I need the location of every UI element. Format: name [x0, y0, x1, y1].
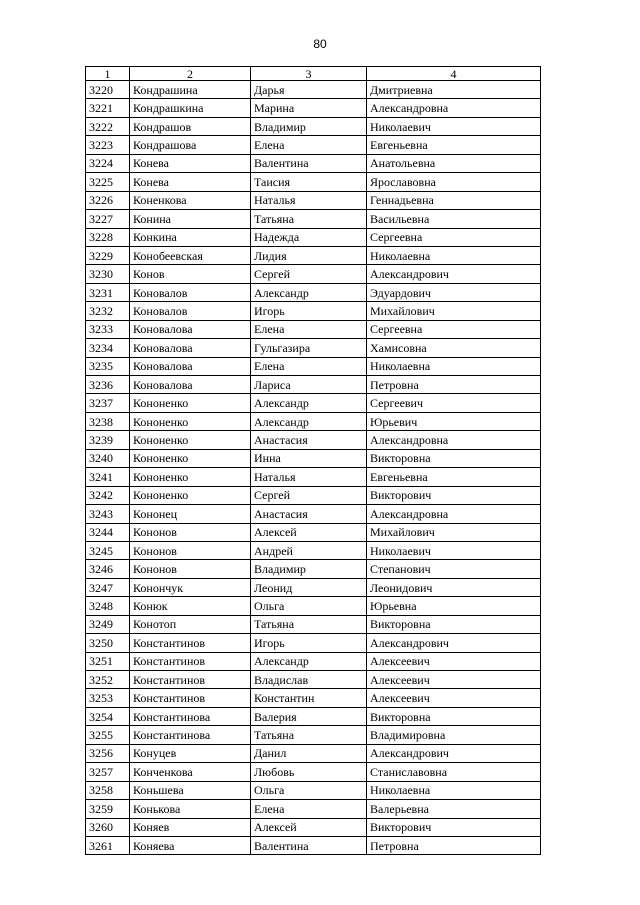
patronymic-cell: Юрьевна: [367, 597, 541, 615]
column-header-3: 3: [251, 67, 367, 81]
row-number-cell: 3253: [86, 689, 130, 707]
first-name-cell: Алексей: [251, 523, 367, 541]
first-name-cell: Марина: [251, 99, 367, 117]
table-row: [86, 671, 541, 689]
table-row: [86, 173, 541, 191]
patronymic-cell: Сергеевна: [367, 228, 541, 246]
last-name-cell: Конюк: [130, 597, 251, 615]
table-row: [86, 726, 541, 744]
last-name-cell: Коновалов: [130, 302, 251, 320]
table-row: [86, 394, 541, 412]
table-row: [86, 210, 541, 228]
last-name-cell: Конкина: [130, 228, 251, 246]
table-row: [86, 689, 541, 707]
table-row: [86, 800, 541, 818]
last-name-cell: Коновалова: [130, 376, 251, 394]
table-row: [86, 283, 541, 301]
patronymic-cell: Геннадьевна: [367, 191, 541, 209]
row-number-cell: 3239: [86, 431, 130, 449]
first-name-cell: Валентина: [251, 836, 367, 854]
table-row: [86, 136, 541, 154]
patronymic-cell: Петровна: [367, 836, 541, 854]
last-name-cell: Кононенко: [130, 449, 251, 467]
first-name-cell: Александр: [251, 412, 367, 430]
last-name-cell: Конева: [130, 173, 251, 191]
table-row: [86, 81, 541, 99]
first-name-cell: Наталья: [251, 191, 367, 209]
last-name-cell: Конончук: [130, 578, 251, 596]
row-number-cell: 3233: [86, 320, 130, 338]
patronymic-cell: Михайлович: [367, 302, 541, 320]
first-name-cell: Елена: [251, 357, 367, 375]
row-number-cell: 3261: [86, 836, 130, 854]
table-row: [86, 763, 541, 781]
first-name-cell: Татьяна: [251, 726, 367, 744]
row-number-cell: 3257: [86, 763, 130, 781]
table-row: [86, 523, 541, 541]
first-name-cell: Лидия: [251, 246, 367, 264]
row-number-cell: 3256: [86, 744, 130, 762]
row-number-cell: 3237: [86, 394, 130, 412]
patronymic-cell: Александровна: [367, 431, 541, 449]
last-name-cell: Конуцев: [130, 744, 251, 762]
first-name-cell: Александр: [251, 283, 367, 301]
patronymic-cell: Викторович: [367, 818, 541, 836]
row-number-cell: 3246: [86, 560, 130, 578]
first-name-cell: Татьяна: [251, 210, 367, 228]
table-row: [86, 449, 541, 467]
first-name-cell: Наталья: [251, 468, 367, 486]
patronymic-cell: Васильевна: [367, 210, 541, 228]
row-number-cell: 3232: [86, 302, 130, 320]
patronymic-cell: Сергеевна: [367, 320, 541, 338]
row-number-cell: 3224: [86, 154, 130, 172]
first-name-cell: Таисия: [251, 173, 367, 191]
table-body: [86, 81, 541, 855]
row-number-cell: 3240: [86, 449, 130, 467]
patronymic-cell: Петровна: [367, 376, 541, 394]
last-name-cell: Конькова: [130, 800, 251, 818]
last-name-cell: Кондрашова: [130, 136, 251, 154]
row-number-cell: 3236: [86, 376, 130, 394]
table-row: [86, 560, 541, 578]
table-row: [86, 597, 541, 615]
last-name-cell: Конева: [130, 154, 251, 172]
patronymic-cell: Михайлович: [367, 523, 541, 541]
last-name-cell: Кононенко: [130, 412, 251, 430]
row-number-cell: 3228: [86, 228, 130, 246]
table-row: [86, 707, 541, 725]
row-number-cell: 3226: [86, 191, 130, 209]
row-number-cell: 3235: [86, 357, 130, 375]
table-row: [86, 468, 541, 486]
table-row: [86, 541, 541, 559]
patronymic-cell: Ярославовна: [367, 173, 541, 191]
last-name-cell: Константинов: [130, 671, 251, 689]
first-name-cell: Елена: [251, 800, 367, 818]
table-row: [86, 302, 541, 320]
table-row: [86, 320, 541, 338]
patronymic-cell: Викторовна: [367, 449, 541, 467]
last-name-cell: Конобеевская: [130, 246, 251, 264]
last-name-cell: Кононов: [130, 523, 251, 541]
row-number-cell: 3241: [86, 468, 130, 486]
page-number: 80: [313, 37, 327, 51]
last-name-cell: Конотоп: [130, 615, 251, 633]
last-name-cell: Коновалова: [130, 339, 251, 357]
table-row: [86, 781, 541, 799]
first-name-cell: Владислав: [251, 671, 367, 689]
patronymic-cell: Николаевна: [367, 781, 541, 799]
last-name-cell: Константинов: [130, 652, 251, 670]
last-name-cell: Кононенко: [130, 468, 251, 486]
row-number-cell: 3244: [86, 523, 130, 541]
table-row: [86, 578, 541, 596]
last-name-cell: Кононенко: [130, 431, 251, 449]
first-name-cell: Игорь: [251, 634, 367, 652]
patronymic-cell: Валерьевна: [367, 800, 541, 818]
last-name-cell: Конов: [130, 265, 251, 283]
row-number-cell: 3221: [86, 99, 130, 117]
patronymic-cell: Александровна: [367, 99, 541, 117]
row-number-cell: 3230: [86, 265, 130, 283]
first-name-cell: Владимир: [251, 117, 367, 135]
row-number-cell: 3225: [86, 173, 130, 191]
patronymic-cell: Сергеевич: [367, 394, 541, 412]
patronymic-cell: Владимировна: [367, 726, 541, 744]
table-row: [86, 505, 541, 523]
row-number-cell: 3252: [86, 671, 130, 689]
patronymic-cell: Евгеньевна: [367, 468, 541, 486]
table-row: [86, 191, 541, 209]
patronymic-cell: Хамисовна: [367, 339, 541, 357]
column-header-2: 2: [130, 67, 251, 81]
patronymic-cell: Александровна: [367, 505, 541, 523]
row-number-cell: 3234: [86, 339, 130, 357]
patronymic-cell: Викторовна: [367, 615, 541, 633]
table-row: [86, 744, 541, 762]
first-name-cell: Алексей: [251, 818, 367, 836]
row-number-cell: 3223: [86, 136, 130, 154]
row-number-cell: 3222: [86, 117, 130, 135]
first-name-cell: Данил: [251, 744, 367, 762]
table-row: [86, 265, 541, 283]
first-name-cell: Игорь: [251, 302, 367, 320]
last-name-cell: Коньшева: [130, 781, 251, 799]
patronymic-cell: Евгеньевна: [367, 136, 541, 154]
row-number-cell: 3227: [86, 210, 130, 228]
row-number-cell: 3259: [86, 800, 130, 818]
row-number-cell: 3238: [86, 412, 130, 430]
patronymic-cell: Викторович: [367, 486, 541, 504]
row-number-cell: 3255: [86, 726, 130, 744]
patronymic-cell: Дмитриевна: [367, 81, 541, 99]
patronymic-cell: Александрович: [367, 265, 541, 283]
first-name-cell: Инна: [251, 449, 367, 467]
table-row: [86, 228, 541, 246]
patronymic-cell: Алексеевич: [367, 652, 541, 670]
row-number-cell: 3247: [86, 578, 130, 596]
patronymic-cell: Степанович: [367, 560, 541, 578]
first-name-cell: Александр: [251, 652, 367, 670]
last-name-cell: Кононенко: [130, 394, 251, 412]
first-name-cell: Андрей: [251, 541, 367, 559]
last-name-cell: Кононенко: [130, 486, 251, 504]
patronymic-cell: Алексеевич: [367, 671, 541, 689]
first-name-cell: Анастасия: [251, 431, 367, 449]
patronymic-cell: Алексеевич: [367, 689, 541, 707]
last-name-cell: Константинов: [130, 689, 251, 707]
row-number-cell: 3260: [86, 818, 130, 836]
row-number-cell: 3245: [86, 541, 130, 559]
last-name-cell: Кононов: [130, 541, 251, 559]
table-row: [86, 431, 541, 449]
patronymic-cell: Николаевна: [367, 246, 541, 264]
patronymic-cell: Станиславовна: [367, 763, 541, 781]
row-number-cell: 3258: [86, 781, 130, 799]
header-row: [86, 67, 541, 81]
patronymic-cell: Александрович: [367, 744, 541, 762]
table-row: [86, 615, 541, 633]
row-number-cell: 3254: [86, 707, 130, 725]
patronymic-cell: Викторовна: [367, 707, 541, 725]
first-name-cell: Сергей: [251, 486, 367, 504]
table-row: [86, 376, 541, 394]
first-name-cell: Анастасия: [251, 505, 367, 523]
first-name-cell: Любовь: [251, 763, 367, 781]
row-number-cell: 3242: [86, 486, 130, 504]
column-header-1: 1: [86, 67, 130, 81]
patronymic-cell: Николаевич: [367, 541, 541, 559]
table-row: [86, 634, 541, 652]
last-name-cell: Коняева: [130, 836, 251, 854]
last-name-cell: Кононов: [130, 560, 251, 578]
first-name-cell: Сергей: [251, 265, 367, 283]
patronymic-cell: Николаевна: [367, 357, 541, 375]
first-name-cell: Константин: [251, 689, 367, 707]
first-name-cell: Александр: [251, 394, 367, 412]
last-name-cell: Константинова: [130, 726, 251, 744]
patronymic-cell: Александрович: [367, 634, 541, 652]
row-number-cell: 3251: [86, 652, 130, 670]
first-name-cell: Валентина: [251, 154, 367, 172]
first-name-cell: Лариса: [251, 376, 367, 394]
last-name-cell: Кондрашкина: [130, 99, 251, 117]
last-name-cell: Коновалова: [130, 357, 251, 375]
first-name-cell: Надежда: [251, 228, 367, 246]
table-row: [86, 357, 541, 375]
row-number-cell: 3231: [86, 283, 130, 301]
last-name-cell: Константинов: [130, 634, 251, 652]
row-number-cell: 3250: [86, 634, 130, 652]
table-row: [86, 836, 541, 854]
patronymic-cell: Анатольевна: [367, 154, 541, 172]
row-number-cell: 3229: [86, 246, 130, 264]
row-number-cell: 3243: [86, 505, 130, 523]
first-name-cell: Татьяна: [251, 615, 367, 633]
last-name-cell: Коненкова: [130, 191, 251, 209]
table-row: [86, 246, 541, 264]
table-row: [86, 652, 541, 670]
first-name-cell: Гульгазира: [251, 339, 367, 357]
row-number-cell: 3220: [86, 81, 130, 99]
table-row: [86, 117, 541, 135]
patronymic-cell: Эдуардович: [367, 283, 541, 301]
last-name-cell: Коновалова: [130, 320, 251, 338]
first-name-cell: Ольга: [251, 781, 367, 799]
patronymic-cell: Леонидович: [367, 578, 541, 596]
last-name-cell: Кондрашина: [130, 81, 251, 99]
table-row: [86, 99, 541, 117]
last-name-cell: Конина: [130, 210, 251, 228]
first-name-cell: Валерия: [251, 707, 367, 725]
patronymic-cell: Юрьевич: [367, 412, 541, 430]
table-row: [86, 412, 541, 430]
row-number-cell: 3249: [86, 615, 130, 633]
last-name-cell: Кондрашов: [130, 117, 251, 135]
last-name-cell: Кононец: [130, 505, 251, 523]
column-header-4: 4: [367, 67, 541, 81]
patronymic-cell: Николаевич: [367, 117, 541, 135]
last-name-cell: Коняев: [130, 818, 251, 836]
last-name-cell: Коновалов: [130, 283, 251, 301]
table-row: [86, 818, 541, 836]
last-name-cell: Константинова: [130, 707, 251, 725]
first-name-cell: Владимир: [251, 560, 367, 578]
first-name-cell: Леонид: [251, 578, 367, 596]
table-header: [86, 67, 541, 81]
last-name-cell: Конченкова: [130, 763, 251, 781]
table-row: [86, 154, 541, 172]
first-name-cell: Елена: [251, 320, 367, 338]
roster-table: [85, 66, 541, 855]
first-name-cell: Ольга: [251, 597, 367, 615]
first-name-cell: Елена: [251, 136, 367, 154]
first-name-cell: Дарья: [251, 81, 367, 99]
table-row: [86, 486, 541, 504]
row-number-cell: 3248: [86, 597, 130, 615]
table-row: [86, 339, 541, 357]
